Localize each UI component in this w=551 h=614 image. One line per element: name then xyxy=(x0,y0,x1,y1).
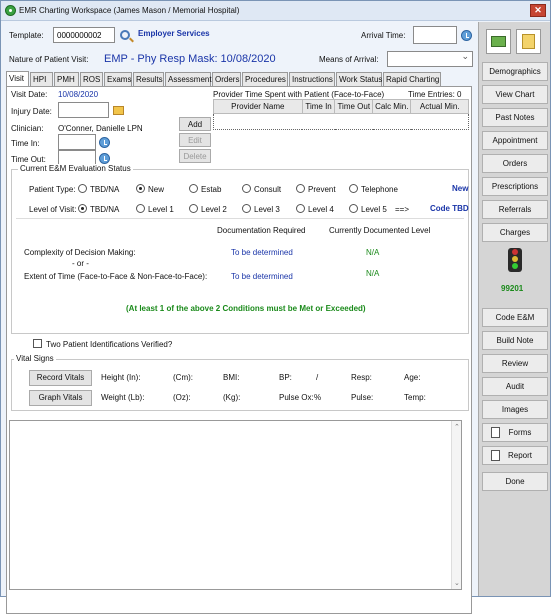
right-panel xyxy=(478,22,550,596)
referrals-button[interactable]: Referrals xyxy=(482,200,548,219)
search-icon[interactable] xyxy=(120,30,130,40)
delete-button[interactable]: Delete xyxy=(179,149,211,163)
patient-type-new-radio[interactable]: New xyxy=(136,184,164,194)
orders-button[interactable]: Orders xyxy=(482,154,548,173)
charges-button[interactable]: Charges xyxy=(482,223,548,242)
patient-type-label: Patient Type: xyxy=(29,185,76,194)
injury-date-label: Injury Date: xyxy=(11,107,52,116)
demographics-button[interactable]: Demographics xyxy=(482,62,548,81)
tab-hpi[interactable]: HPI xyxy=(30,72,53,86)
currently-documented-header: Currently Documented Level xyxy=(329,226,431,235)
condition-note: (At least 1 of the above 2 Conditions must be Met or Exceeded) xyxy=(126,304,366,313)
complexity-label: Complexity of Decision Making: xyxy=(24,248,136,257)
em-code-value: 99201 xyxy=(501,284,524,293)
traffic-light-icon xyxy=(508,248,522,272)
radio-icon xyxy=(242,184,251,193)
tab-ros[interactable]: ROS xyxy=(80,72,103,86)
provider-time-table xyxy=(213,99,469,160)
calendar-icon[interactable] xyxy=(113,106,124,115)
window-title: EMR Charting Workspace (James Mason / Memorial Hospital) xyxy=(19,6,240,15)
tab-pmh[interactable]: PMH xyxy=(54,72,79,86)
done-button[interactable]: Done xyxy=(482,472,548,491)
radio-icon xyxy=(349,204,358,213)
level-5-radio[interactable]: Level 5 xyxy=(349,204,387,214)
scroll-up-icon[interactable]: ⌃ xyxy=(454,424,460,431)
template-input[interactable] xyxy=(53,27,115,43)
level-2-radio[interactable]: Level 2 xyxy=(189,204,227,214)
patient-type-tbd-radio[interactable]: TBD/NA xyxy=(78,184,119,194)
clinician-label: Clinician: xyxy=(11,124,44,133)
pulse-ox-percent: % xyxy=(314,393,322,402)
app-icon xyxy=(5,5,16,16)
audit-button[interactable]: Audit xyxy=(482,377,548,396)
table-row[interactable] xyxy=(214,114,469,130)
build-note-button[interactable]: Build Note xyxy=(482,331,548,350)
chief-complaint-textarea[interactable] xyxy=(9,420,462,590)
level-3-radio[interactable]: Level 3 xyxy=(242,204,280,214)
weight-label: Weight (Lb): xyxy=(101,393,145,402)
kg-label: (Kg): xyxy=(223,393,241,402)
tab-instructions[interactable]: Instructions xyxy=(289,72,335,86)
template-label: Template: xyxy=(9,31,44,40)
arrival-time-input[interactable] xyxy=(413,26,457,44)
review-button[interactable]: Review xyxy=(482,354,548,373)
visit-date-label: Visit Date: xyxy=(11,90,48,99)
vertical-scrollbar[interactable] xyxy=(451,421,461,589)
appointment-button[interactable]: Appointment xyxy=(482,131,548,150)
col-time-in[interactable]: Time In xyxy=(302,100,335,114)
view-chart-button[interactable]: View Chart xyxy=(482,85,548,104)
radio-icon xyxy=(78,184,87,193)
table-row-empty[interactable] xyxy=(214,114,469,130)
past-notes-button[interactable]: Past Notes xyxy=(482,108,548,127)
em-group-title: Current E&M Evaluation Status xyxy=(20,164,131,173)
forms-button[interactable]: Forms xyxy=(482,423,548,442)
table-body-area xyxy=(214,130,469,160)
time-in-input[interactable] xyxy=(58,134,96,150)
col-calc-min[interactable]: Calc Min. xyxy=(373,100,411,114)
arrival-time-label: Arrival Time: xyxy=(361,31,406,40)
images-button[interactable]: Images xyxy=(482,400,548,419)
extent-documented: N/A xyxy=(366,269,380,278)
radio-icon xyxy=(242,204,251,213)
checkbox-icon xyxy=(33,339,42,348)
radio-icon xyxy=(136,204,145,213)
tab-assessment[interactable]: Assessment xyxy=(165,72,211,86)
record-vitals-button[interactable]: Record Vitals xyxy=(29,370,92,386)
em-divider xyxy=(16,218,464,219)
col-actual-min[interactable]: Actual Min. xyxy=(411,100,469,114)
vital-signs-group xyxy=(11,354,469,411)
provider-time-title: Provider Time Spent with Patient (Face-to-Face) xyxy=(213,90,385,99)
complexity-required: To be determined xyxy=(231,248,293,257)
cm-label: (Cm): xyxy=(173,373,193,382)
table-header-row xyxy=(214,100,469,114)
tab-procedures[interactable]: Procedures xyxy=(242,72,288,86)
graph-vitals-button[interactable]: Graph Vitals xyxy=(29,390,92,406)
clock-icon[interactable] xyxy=(461,30,472,41)
em-evaluation-group xyxy=(11,164,469,334)
scroll-down-icon[interactable]: ⌄ xyxy=(454,580,460,587)
prescriptions-button[interactable]: Prescriptions xyxy=(482,177,548,196)
forms-icon xyxy=(491,427,500,438)
complexity-documented: N/A xyxy=(366,248,380,257)
close-button[interactable]: ✕ xyxy=(530,4,546,17)
nature-value: EMP - Phy Resp Mask: 10/08/2020 xyxy=(104,53,276,65)
code-result: Code TBD xyxy=(430,204,469,213)
add-button[interactable]: Add xyxy=(179,117,211,131)
title-bar xyxy=(1,1,550,21)
signoff-icon[interactable] xyxy=(516,29,541,54)
report-button[interactable]: Report xyxy=(482,446,548,465)
pulse-label: Pulse: xyxy=(351,393,374,402)
time-in-label: Time In: xyxy=(11,139,40,148)
tab-results[interactable]: Results xyxy=(133,72,164,86)
doc-required-header: Documentation Required xyxy=(217,226,306,235)
edit-button[interactable]: Edit xyxy=(179,133,211,147)
main-area xyxy=(1,22,475,598)
radio-icon xyxy=(349,184,358,193)
vital-signs-title: Vital Signs xyxy=(16,354,54,363)
report-icon xyxy=(491,450,500,461)
workspace-icon[interactable] xyxy=(486,29,511,54)
level-4-radio[interactable]: Level 4 xyxy=(296,204,334,214)
time-entries-count: Time Entries: 0 xyxy=(408,90,462,99)
employer-name: Employer Services xyxy=(138,29,210,38)
tab-rapid-charting[interactable]: Rapid Charting xyxy=(383,72,441,86)
patient-type-estab-radio[interactable]: Estab xyxy=(189,184,221,194)
nature-label: Nature of Patient Visit: xyxy=(9,55,89,64)
visit-date-value: 10/08/2020 xyxy=(58,90,99,99)
radio-selected-icon xyxy=(136,184,145,193)
temp-label: Temp: xyxy=(404,393,426,402)
level-arrow: ==> xyxy=(395,205,410,214)
tab-visit[interactable]: Visit xyxy=(6,71,29,86)
extent-required: To be determined xyxy=(231,272,293,281)
col-time-out[interactable]: Time Out xyxy=(335,100,373,114)
col-provider-name[interactable]: Provider Name xyxy=(214,100,303,114)
height-label: Height (In): xyxy=(101,373,141,382)
pulse-ox-label: Pulse Ox: xyxy=(279,393,314,402)
radio-icon xyxy=(189,204,198,213)
means-of-arrival-label: Means of Arrival: xyxy=(319,55,379,64)
age-label: Age: xyxy=(404,373,421,382)
clock-icon[interactable] xyxy=(99,137,110,148)
extent-of-time-label: Extent of Time (Face-to-Face & Non-Face-to-Face): xyxy=(24,272,208,281)
radio-icon xyxy=(296,184,305,193)
bp-label: BP: xyxy=(279,373,292,382)
level-tbd-radio[interactable]: TBD/NA xyxy=(78,204,119,214)
means-of-arrival-select[interactable] xyxy=(387,51,473,67)
two-id-checkbox[interactable]: Two Patient Identifications Verified? xyxy=(33,339,172,349)
resp-label: Resp: xyxy=(351,373,372,382)
clinician-value: O'Conner, Danielle LPN xyxy=(58,124,143,133)
injury-date-input[interactable] xyxy=(58,102,109,118)
patient-type-consult-radio[interactable]: Consult xyxy=(242,184,281,194)
radio-selected-icon xyxy=(78,204,87,213)
level-1-radio[interactable]: Level 1 xyxy=(136,204,174,214)
time-out-label: Time Out: xyxy=(11,155,46,164)
tab-work-status[interactable]: Work Status xyxy=(336,72,382,86)
or-label: - or - xyxy=(72,259,89,268)
tab-exams[interactable]: Exams xyxy=(104,72,132,86)
patient-type-result: New xyxy=(452,184,469,193)
bp-separator: / xyxy=(316,373,319,382)
oz-label: (Oz): xyxy=(173,393,191,402)
patient-type-telephone-radio[interactable]: Telephone xyxy=(349,184,398,194)
radio-icon xyxy=(296,204,305,213)
radio-icon xyxy=(189,184,198,193)
level-of-visit-label: Level of Visit: xyxy=(29,205,77,214)
tab-orders[interactable]: Orders xyxy=(212,72,241,86)
code-em-button[interactable]: Code E&M xyxy=(482,308,548,327)
bmi-label: BMI: xyxy=(223,373,240,382)
clock-icon[interactable] xyxy=(99,153,110,164)
patient-type-prevent-radio[interactable]: Prevent xyxy=(296,184,336,194)
